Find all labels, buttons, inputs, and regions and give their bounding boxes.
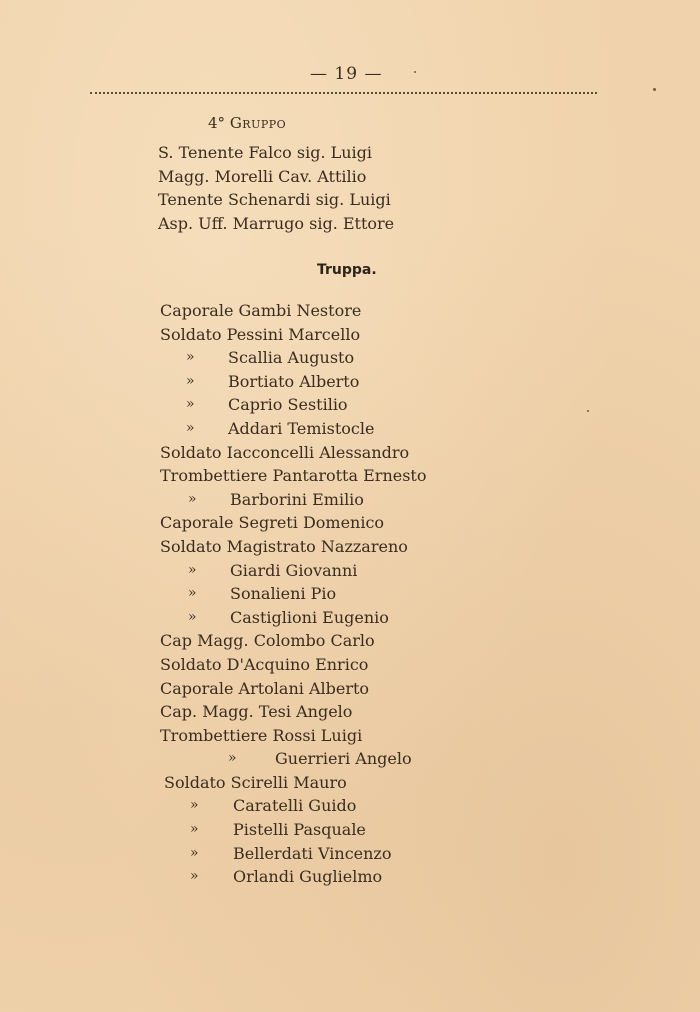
ditto-mark: » [188, 490, 197, 507]
ditto-mark: » [228, 750, 237, 767]
troop-name: Orlandi Guglielmo [233, 867, 383, 887]
troop-name: Caprio Sestilio [228, 395, 348, 415]
paper-speck [587, 410, 589, 412]
troop-name: Sonalieni Pio [230, 584, 337, 604]
troop-name: Caporale Segreti Domenico [160, 513, 385, 533]
ditto-mark: » [186, 396, 195, 413]
troop-name: Guerrieri Angelo [275, 749, 412, 769]
officer-line: Magg. Morelli Cav. Attilio [158, 166, 367, 186]
group-heading [208, 114, 286, 132]
header-rule [90, 92, 597, 94]
troop-name: Soldato D'Acquino Enrico [160, 654, 369, 674]
ditto-mark: » [190, 868, 199, 885]
group-number: 4° [208, 114, 226, 132]
officer-line: S. Tenente Falco sig. Luigi [158, 143, 373, 162]
troop-name: Bellerdati Vincenzo [233, 843, 392, 863]
troop-name: Soldato Pessini Marcello [160, 324, 361, 344]
troop-name: Trombettiere Pantarotta Ernesto [160, 466, 427, 486]
troop-name: Pistelli Pasquale [233, 820, 366, 840]
paper-speck [653, 88, 656, 91]
troop-name: Cap Magg. Colombo Carlo [160, 631, 375, 651]
troop-name: Caporale Gambi Nestore [160, 301, 362, 320]
ditto-mark: » [190, 821, 199, 838]
page-number: — 19 — [310, 64, 383, 84]
ditto-mark: » [188, 608, 197, 625]
officer-line: Tenente Schenardi sig. Luigi [158, 190, 391, 209]
troop-name: Giardi Giovanni [230, 560, 358, 580]
troop-name: Soldato Iacconcelli Alessandro [160, 442, 410, 462]
ditto-mark: » [186, 349, 195, 366]
paper-speck [414, 71, 416, 73]
troop-name: Scallia Augusto [228, 348, 355, 368]
ditto-mark: » [186, 372, 195, 389]
officers-list [158, 141, 394, 235]
troop-name: Soldato Scirelli Mauro [164, 772, 347, 792]
troop-name: Trombettiere Rossi Luigi [160, 725, 363, 745]
ditto-mark: » [186, 419, 195, 436]
troop-name: Bortiato Alberto [228, 371, 360, 391]
ditto-mark: » [188, 585, 197, 602]
troop-name: Caporale Artolani Alberto [160, 678, 370, 698]
ditto-mark: » [188, 561, 197, 578]
troop-name: Castiglioni Eugenio [230, 607, 389, 627]
troop-name: Cap. Magg. Tesi Angelo [160, 702, 353, 722]
troops-heading: Truppa. [317, 262, 377, 278]
group-label: Gruppo [229, 114, 287, 132]
troop-name: Barborini Emilio [230, 489, 364, 509]
troop-name: Addari Temistocle [228, 418, 375, 438]
troop-name: Soldato Magistrato Nazzareno [160, 536, 408, 556]
officer-line: Asp. Uff. Marrugo sig. Ettore [158, 213, 395, 233]
ditto-mark: » [190, 797, 199, 814]
ditto-mark: » [190, 844, 199, 861]
troop-name: Caratelli Guido [233, 796, 357, 816]
